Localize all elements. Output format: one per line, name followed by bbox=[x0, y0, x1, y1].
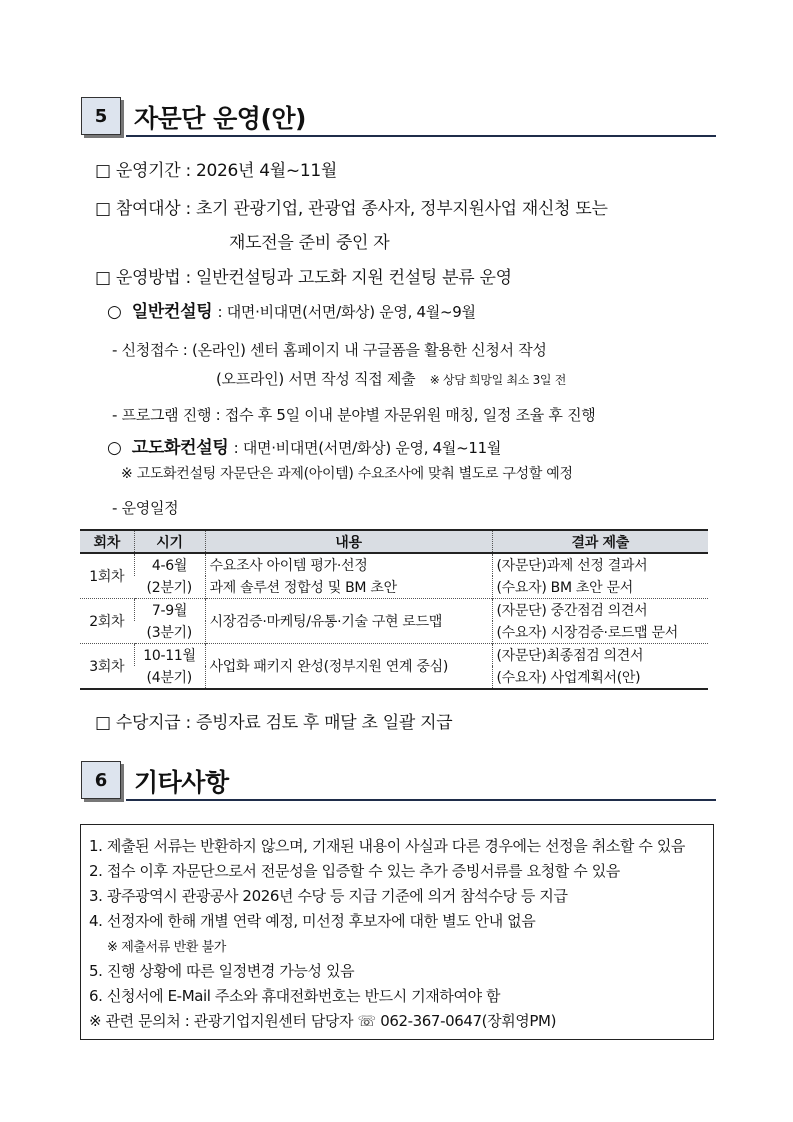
schedule-table bbox=[80, 529, 708, 690]
content-cell: 사업화 패키지 완성(정부지원 연계 중심) bbox=[205, 644, 492, 690]
header-content: 내용 bbox=[205, 530, 492, 553]
advanced-consulting-label: 고도화컨설팅 bbox=[131, 438, 229, 458]
content-cell: 시장검증·마케팅/유통·기술 구현 로드맵 bbox=[205, 599, 492, 644]
header-result: 결과 제출 bbox=[492, 530, 708, 553]
table-row bbox=[80, 599, 708, 622]
time-cell: 4-6월 bbox=[134, 553, 205, 576]
round-cell: 2회차 bbox=[80, 599, 134, 644]
section-rule bbox=[126, 799, 716, 801]
round-cell: 1회차 bbox=[89, 569, 125, 585]
advanced-consulting-desc: : 대면·비대면(서면/화상) 운영, 4월~11월 bbox=[233, 439, 502, 457]
result-cell: (수요자) 시장검증·로드맵 문서 bbox=[492, 621, 708, 644]
time-cell: (2분기) bbox=[146, 580, 192, 596]
note-item: 5. 진행 상황에 따른 일정변경 가능성 있음 bbox=[89, 962, 355, 980]
note-item: 1. 제출된 서류는 반환하지 않으며, 기재된 내용이 사실과 다른 경우에는 선정을 취소할 수 있음 bbox=[89, 837, 685, 855]
program-progress: - 프로그램 진행 : 접수 후 5일 이내 분야별 자문위원 매칭, 일정 조율 후 진행 bbox=[112, 406, 596, 424]
content-cell: 과제 솔루션 정합성 및 BM 초안 bbox=[205, 576, 492, 599]
result-cell: (자문단) 중간점검 의견서 bbox=[492, 599, 708, 622]
apply-offline: (오프라인) 서면 작성 직접 제출 bbox=[216, 370, 416, 388]
note-item: 4. 선정자에 한해 개별 연락 예정, 미선정 후보자에 대한 별도 안내 없음 bbox=[89, 912, 536, 930]
section-number-badge: 6 bbox=[81, 761, 121, 799]
header-round: 회차 bbox=[80, 530, 134, 553]
section-number-badge: 5 bbox=[81, 97, 121, 135]
contact-note: ※ 관련 문의처 : 관광기업지원센터 담당자 ☏ 062-367-0647(장휘영PM) bbox=[89, 1012, 557, 1030]
time-cell: (3분기) bbox=[146, 625, 192, 641]
target-line-1: □ 참여대상 : 초기 관광기업, 관광업 종사자, 정부지원사업 재신청 또는 bbox=[95, 199, 608, 219]
note-subitem: ※ 제출서류 반환 불가 bbox=[107, 940, 226, 955]
section-title: 기타사항 bbox=[134, 768, 229, 797]
general-consulting-desc: : 대면·비대면(서면/화상) 운영, 4월~9월 bbox=[217, 303, 476, 321]
note-item: 3. 광주광역시 관광공사 2026년 수당 등 지급 기준에 의거 참석수당 등 지급 bbox=[89, 887, 568, 905]
result-cell: (자문단)과제 선정 결과서 bbox=[492, 553, 708, 576]
bullet: ○ bbox=[107, 438, 122, 458]
note-item: 6. 신청서에 E-Mail 주소와 휴대전화번호는 반드시 기재하여야 함 bbox=[89, 987, 501, 1005]
general-consulting-line bbox=[107, 297, 476, 322]
operation-period: □ 운영기간 : 2026년 4월~11월 bbox=[95, 161, 338, 181]
result-cell: (자문단)최종점검 의견서 bbox=[492, 644, 708, 667]
table-header-row bbox=[80, 530, 708, 553]
section-title: 자문단 운영(안) bbox=[134, 104, 306, 133]
notes-box bbox=[80, 824, 714, 1040]
allowance-payment: □ 수당지급 : 증빙자료 검토 후 매달 초 일괄 지급 bbox=[95, 713, 453, 733]
section-rule bbox=[126, 135, 716, 137]
time-cell: 7-9월 bbox=[134, 599, 205, 622]
schedule-label: - 운영일정 bbox=[112, 499, 179, 517]
advanced-consulting-line bbox=[107, 433, 501, 458]
general-consulting-label: 일반컨설팅 bbox=[131, 302, 213, 322]
time-cell: 10-11월 bbox=[134, 644, 205, 667]
table-row bbox=[80, 553, 708, 576]
bullet: ○ bbox=[107, 302, 122, 322]
operation-method: □ 운영방법 : 일반컨설팅과 고도화 지원 컨설팅 분류 운영 bbox=[95, 268, 512, 288]
note-item: 2. 접수 이후 자문단으로서 전문성을 입증할 수 있는 추가 증빙서류를 요청할 수 있음 bbox=[89, 862, 620, 880]
target-line-2: 재도전을 준비 중인 자 bbox=[229, 233, 390, 253]
header-time: 시기 bbox=[134, 530, 205, 553]
time-cell: (4분기) bbox=[134, 666, 205, 689]
result-cell: (수요자) 사업계획서(안) bbox=[492, 666, 708, 689]
apply-note: ※ 상담 희망일 최소 3일 전 bbox=[429, 373, 567, 387]
table-row bbox=[80, 644, 708, 667]
advanced-consulting-note: ※ 고도화컨설팅 자문단은 과제(아이템) 수요조사에 맞춰 별도로 구성할 예정 bbox=[121, 466, 573, 482]
apply-line-1: - 신청접수 : (온라인) 센터 홈페이지 내 구글폼을 활용한 신청서 작성 bbox=[112, 341, 547, 359]
content-cell: 수요조사 아이템 평가·선정 bbox=[205, 553, 492, 576]
result-cell: (수요자) BM 초안 문서 bbox=[492, 576, 708, 599]
apply-line-2 bbox=[216, 368, 566, 389]
table-row bbox=[80, 576, 708, 599]
round-cell: 3회차 bbox=[80, 644, 134, 690]
